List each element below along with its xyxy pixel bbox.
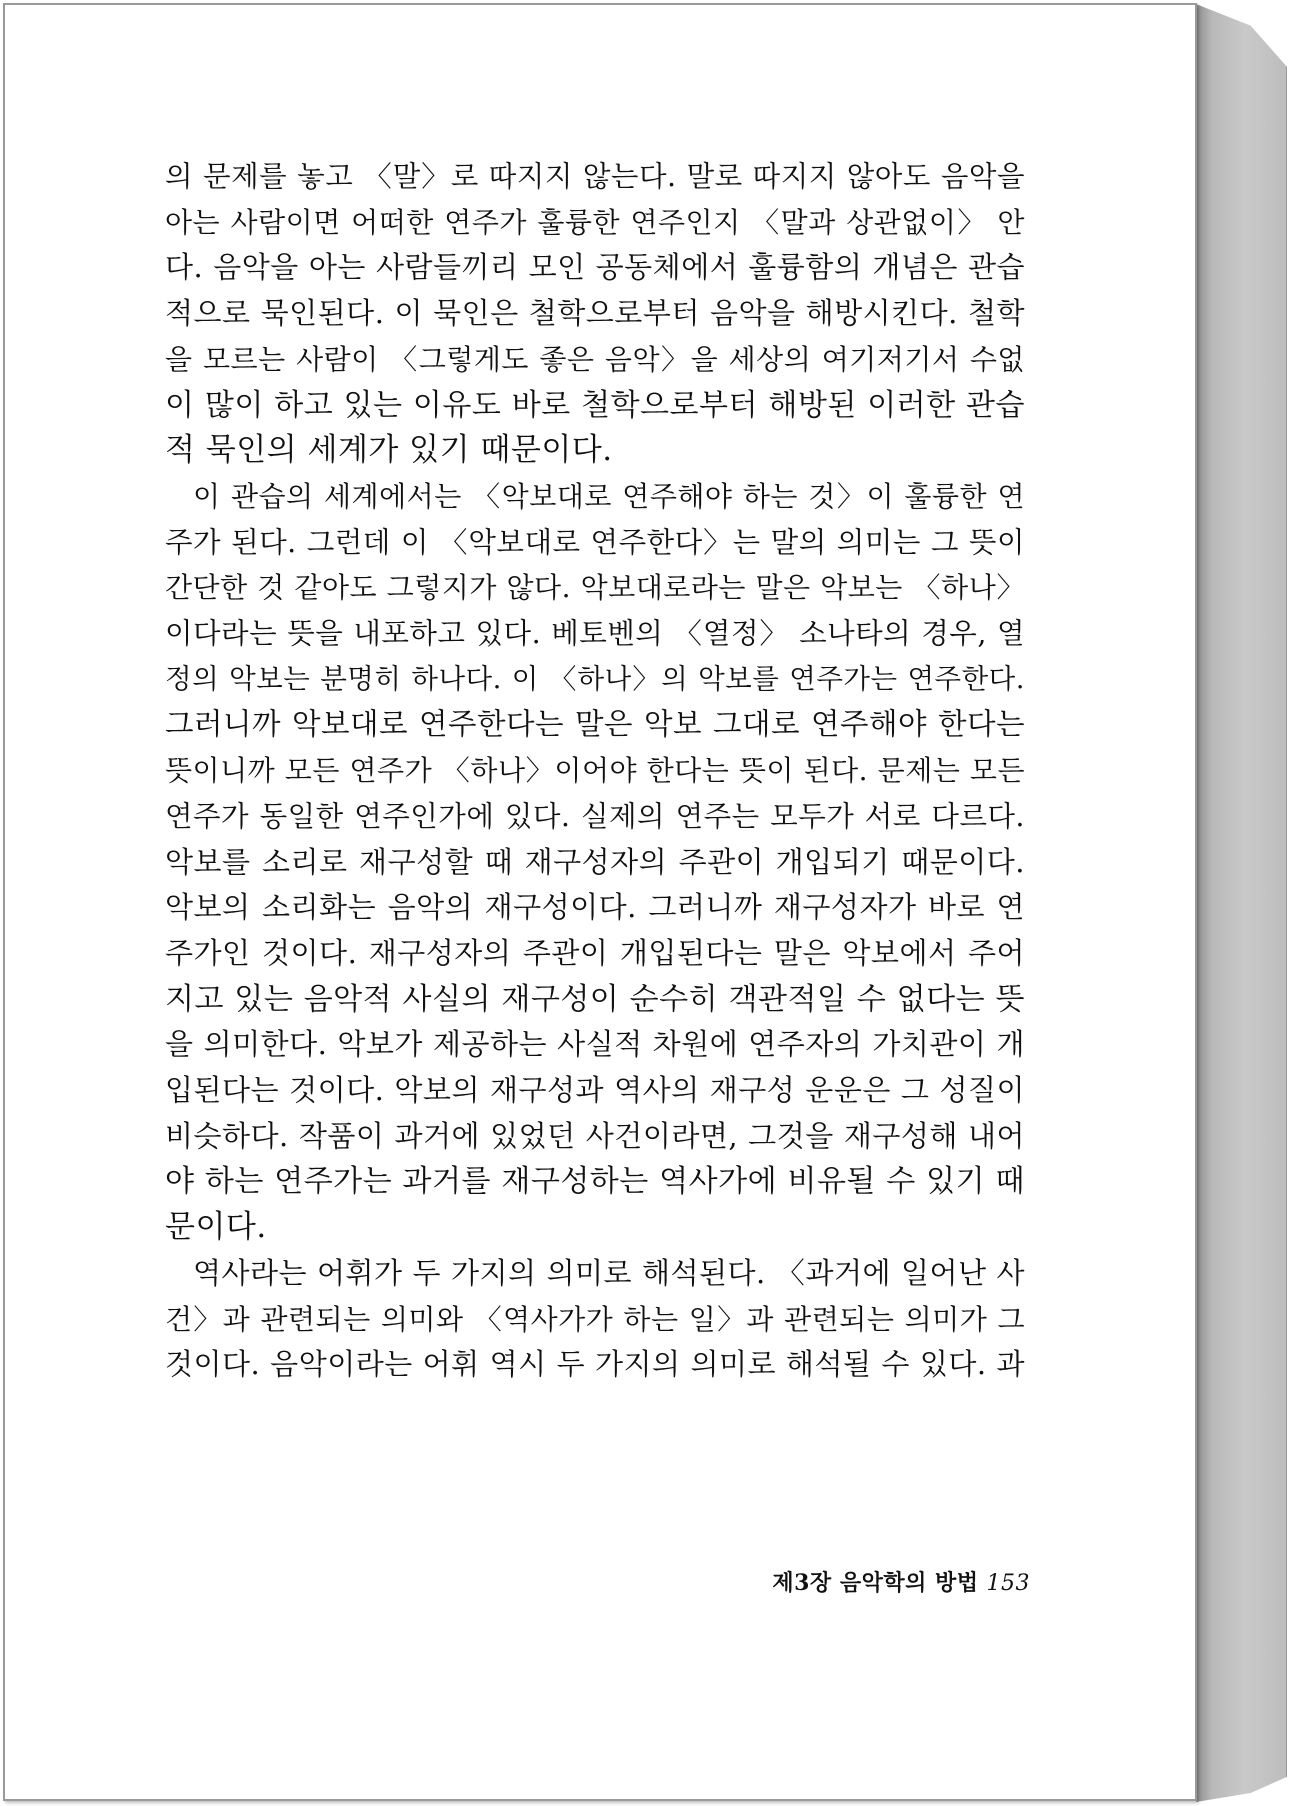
text-line: 적 묵인의 세계가 있기 때문이다.: [165, 432, 613, 469]
book-spine: [1196, 4, 1287, 1802]
text-line: 을 의미한다. 악보가 제공하는 사실적 차원에 연주자의 가치관이 개: [165, 1027, 1025, 1062]
text-line: 다. 음악을 아는 사람들끼리 모인 공동체에서 훌륭함의 개념은 관습: [165, 250, 1025, 285]
text-line: 입된다는 것이다. 악보의 재구성과 역사의 재구성 운운은 그 성질이: [165, 1073, 1025, 1108]
text-line: 연주가 동일한 연주인가에 있다. 실제의 연주는 모두가 서로 다르다.: [165, 799, 1025, 833]
text-line: 야 하는 연주가는 과거를 재구성하는 역사가에 비유될 수 있기 때: [165, 1164, 1025, 1200]
text-line: 건〉과 관련되는 의미와 〈역사가가 하는 일〉과 관련되는 의미가 그: [165, 1302, 1025, 1336]
text-line: 이 관습의 세계에서는 〈악보대로 연주해야 하는 것〉이 훌륭한 연: [193, 479, 1025, 513]
text-line: 악보의 소리화는 음악의 재구성이다. 그러니까 재구성자가 바로 연: [165, 890, 1025, 925]
text-line: 주가 된다. 그런데 이 〈악보대로 연주한다〉는 말의 의미는 그 뜻이: [165, 525, 1025, 559]
page-footer: [680, 1566, 1030, 1597]
text-line: 문이다.: [165, 1209, 267, 1246]
text-line: 뜻이니까 모든 연주가 〈하나〉이어야 한다는 뜻이 된다. 문제는 모든: [165, 754, 1025, 788]
text-line: 악보를 소리로 재구성할 때 재구성자의 주관이 개입되기 때문이다.: [165, 844, 1025, 879]
text-line: 간단한 것 같아도 그렇지가 않다. 악보대로라는 말은 악보는 〈하나〉: [165, 571, 1025, 605]
chapter-title: 제3장 음악학의 방법: [772, 1570, 979, 1596]
text-line: 지고 있는 음악적 사실의 재구성이 순수히 객관적일 수 없다는 뜻: [165, 981, 1025, 1017]
text-line: 그러니까 악보대로 연주한다는 말은 악보 그대로 연주해야 한다는: [165, 707, 1025, 742]
text-line: 비슷하다. 작품이 과거에 있었던 사건이라면, 그것을 재구성해 내어: [165, 1118, 1025, 1153]
text-line: 의 문제를 놓고 〈말〉로 따지지 않는다. 말로 따지지 않아도 음악을: [165, 160, 1025, 193]
text-line: 역사라는 어휘가 두 가지의 의미로 해석된다. 〈과거에 일어난 사: [193, 1255, 1025, 1290]
text-line: 이다라는 뜻을 내포하고 있다. 베토벤의 〈열정〉 소나타의 경우, 열: [165, 617, 1025, 651]
text-line: 것이다. 음악이라는 어휘 역시 두 가지의 의미로 해석될 수 있다. 과: [165, 1347, 1025, 1382]
text-line: 이 많이 하고 있는 이유도 바로 철학으로부터 해방된 이러한 관습: [165, 387, 1025, 423]
page-number: 153: [986, 1571, 1030, 1596]
text-line: 주가인 것이다. 재구성자의 주관이 개입된다는 말은 악보에서 주어: [165, 935, 1025, 970]
text-line: 을 모르는 사람이 〈그렇게도 좋은 음악〉을 세상의 여기저기서 수없: [165, 342, 1025, 376]
text-line: 적으로 묵인된다. 이 묵인은 철학으로부터 음악을 해방시킨다. 철학: [165, 296, 1025, 331]
text-line: 정의 악보는 분명히 하나다. 이 〈하나〉의 악보를 연주가는 연주한다.: [165, 662, 1025, 695]
text-line: 아는 사람이면 어떠한 연주가 훌륭한 연주인지 〈말과 상관없이〉 안: [165, 205, 1025, 239]
page-body-text: [165, 154, 1025, 1388]
